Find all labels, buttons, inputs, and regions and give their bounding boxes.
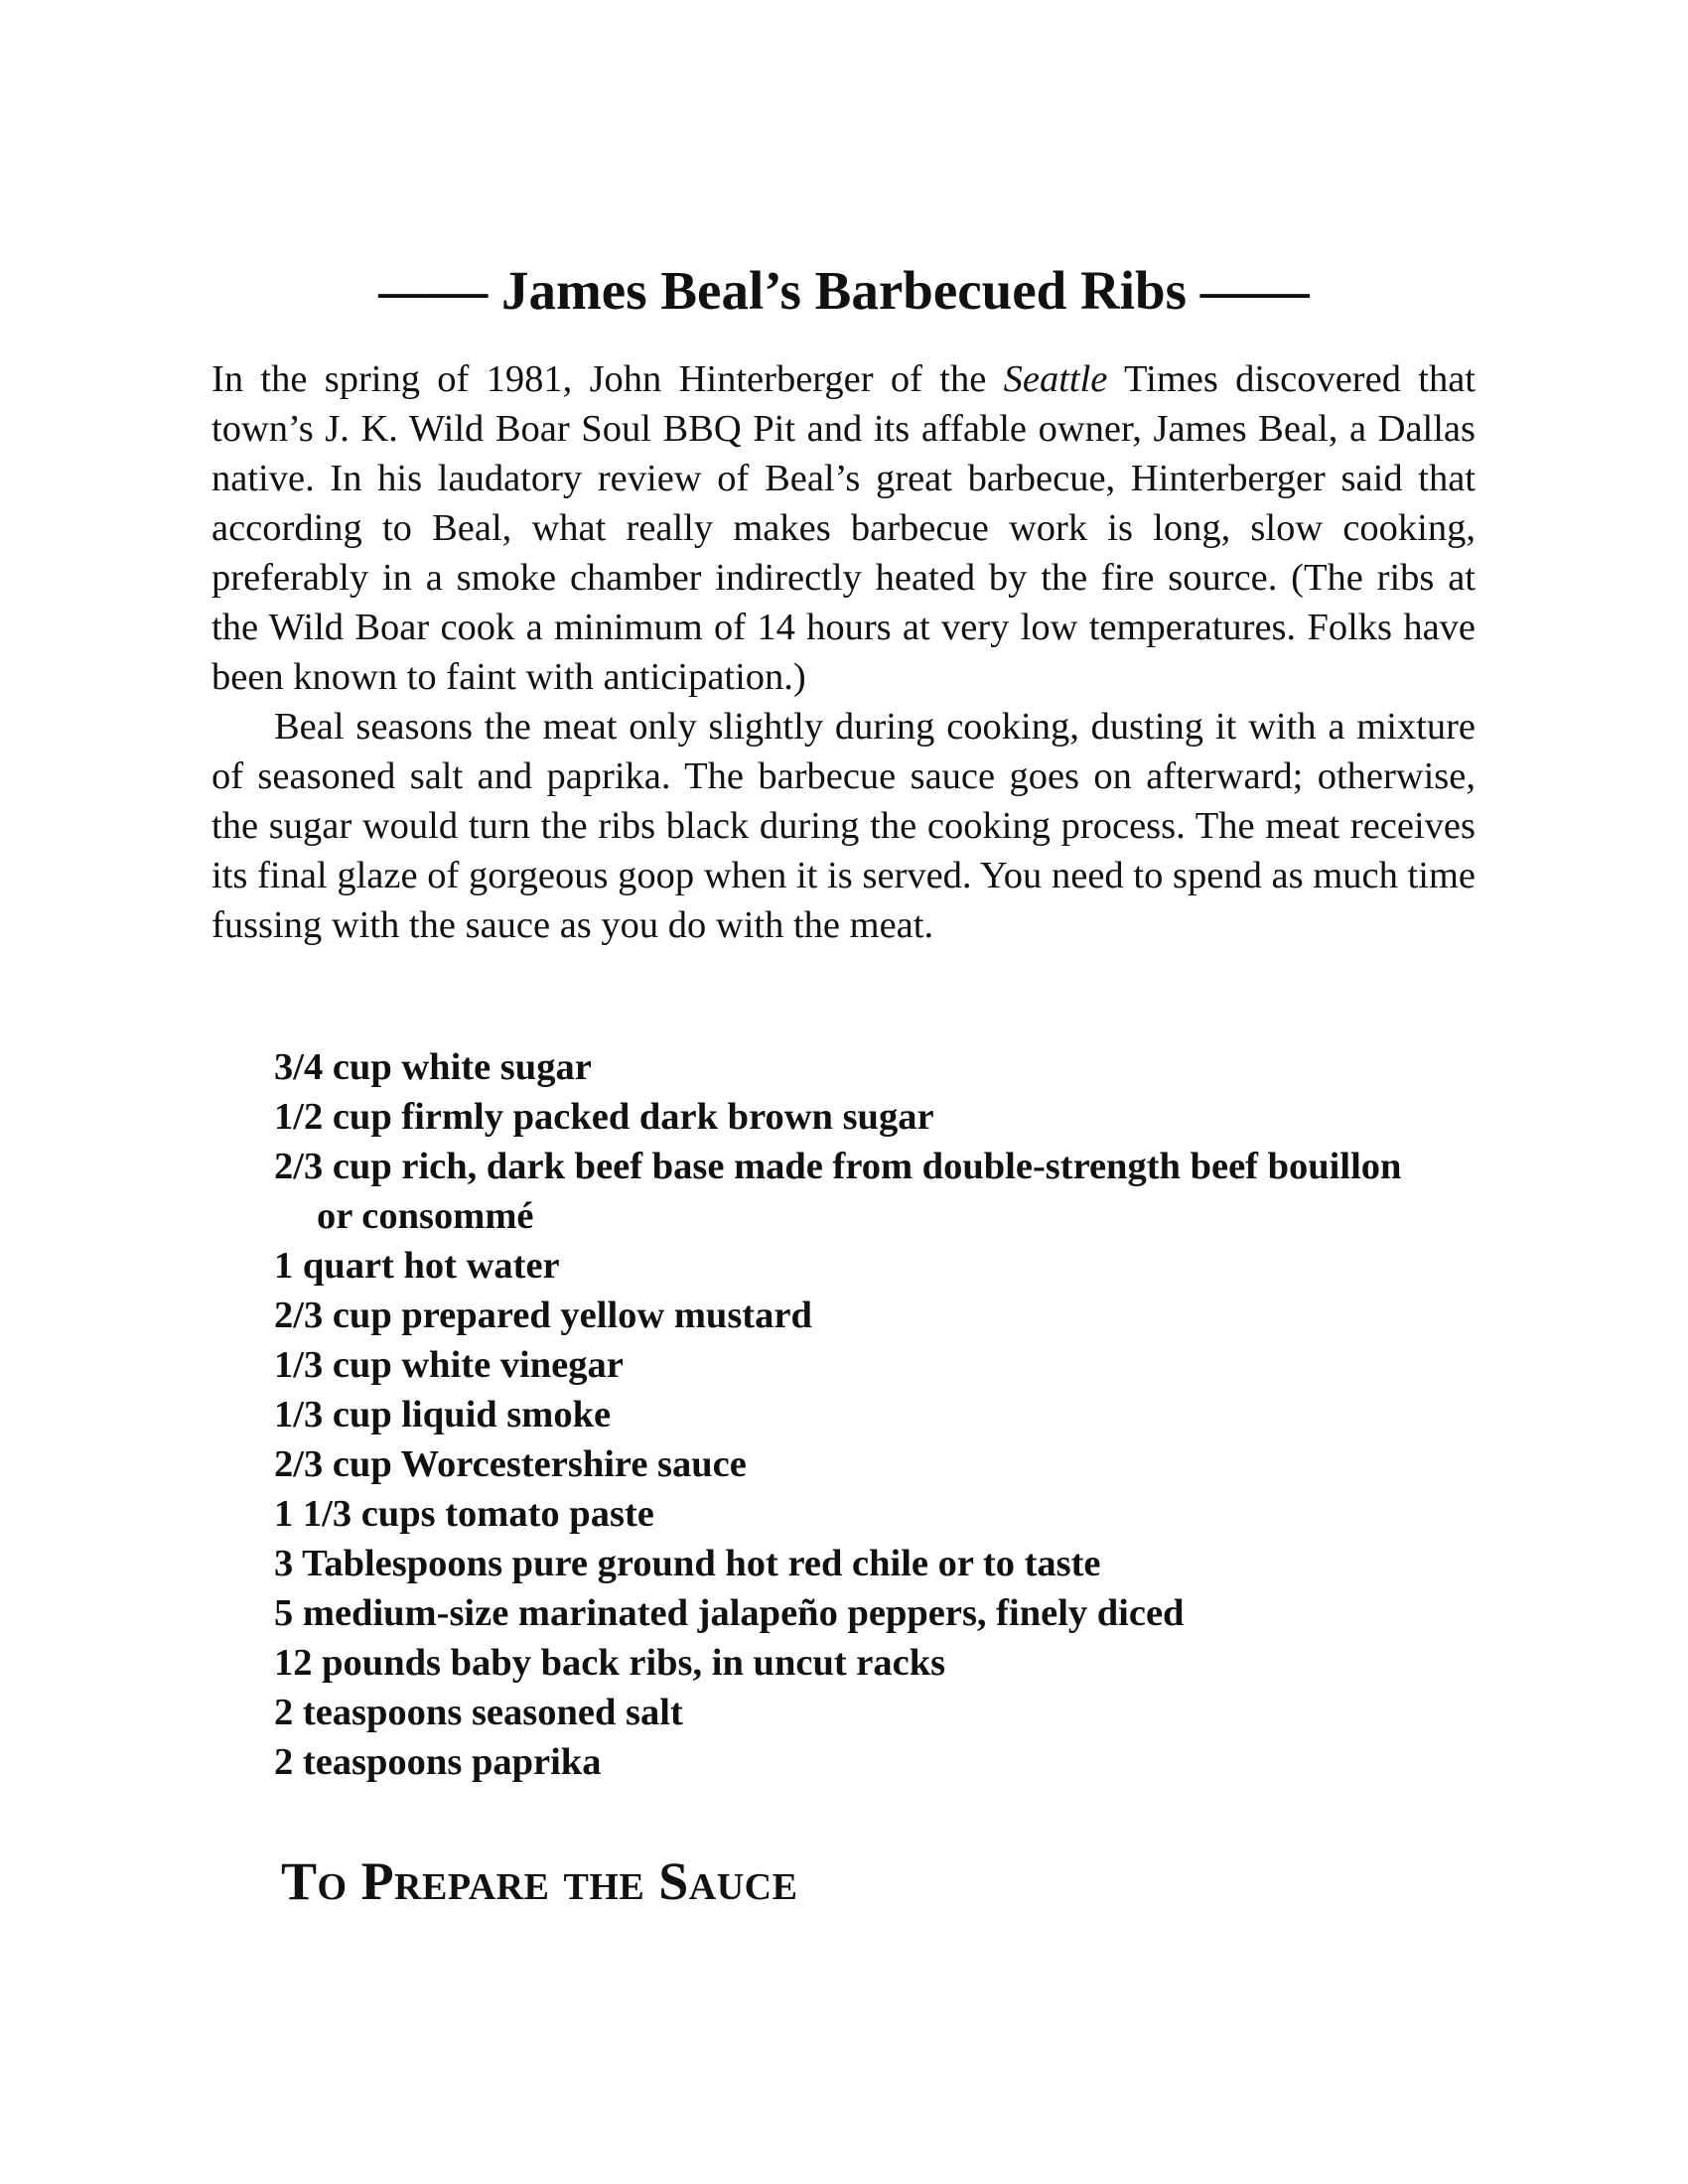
ingredient-item: 2 teaspoons seasoned salt	[274, 1692, 683, 1733]
ingredient-item: 12 pounds baby back ribs, in uncut racks	[274, 1642, 946, 1684]
intro-paragraph-1	[211, 354, 1476, 702]
ingredient-item: 1 1/3 cups tomato paste	[274, 1493, 654, 1535]
ingredient-item: 2/3 cup rich, dark beef base made from double-strength beef bouillon or consommé	[274, 1146, 1402, 1237]
recipe-introduction	[211, 354, 1476, 950]
ingredient-item: 2/3 cup prepared yellow mustard	[274, 1295, 812, 1336]
ingredient-item: 1/3 cup liquid smoke	[274, 1394, 612, 1435]
ingredient-item: 2 teaspoons paprika	[274, 1741, 602, 1783]
ingredient-item: 5 medium-size marinated jalapeño peppers, finely diced	[274, 1592, 1185, 1634]
newspaper-name-italic: Seattle	[1003, 358, 1108, 400]
intro-paragraph-2: Beal seasons the meat only slightly during cooking, dusting it with a mixture of seasoned salt and paprika. The barbecue sauce goes on afterward; otherwise, the sugar would turn the ribs black during the cooking process. The meat receives its final glaze of gorgeous goop when it is served. You need to spend as much time fussing with the sauce as you do with the meat.	[211, 706, 1476, 946]
ingredient-item: 1 quart hot water	[274, 1245, 560, 1287]
ingredient-item: 3 Tablespoons pure ground hot red chile or to taste	[274, 1543, 1101, 1584]
ingredient-list	[274, 1042, 1446, 1787]
ingredient-item: 2/3 cup Worcestershire sauce	[274, 1443, 747, 1485]
ingredient-item: 1/3 cup white vinegar	[274, 1344, 624, 1386]
intro-paragraph-1-lead: In the spring of 1981, John Hinterberger of the	[211, 358, 1004, 400]
section-heading-prepare-sauce: To Prepare the Sauce	[281, 1851, 798, 1911]
intro-paragraph-1-body: Times discovered that town’s J. K. Wild Boar Soul BBQ Pit and its affable owner, James Beal, a Dallas native. In his laudatory review of Beal’s great barbecue, Hinterberger said that according to Beal, what really makes barbecue work is long, slow cooking, preferably in a smoke chamber indirectly heated by the fire source. (The ribs at the Wild Boar cook a minimum of 14 hours at very low temperatures. Folks have been known to faint with anticipation.)	[211, 358, 1476, 698]
recipe-title: —— James Beal’s Barbecued Ribs ——	[378, 260, 1310, 321]
ingredient-item: 3/4 cup white sugar	[274, 1046, 592, 1088]
ingredient-item: 1/2 cup firmly packed dark brown sugar	[274, 1096, 934, 1138]
